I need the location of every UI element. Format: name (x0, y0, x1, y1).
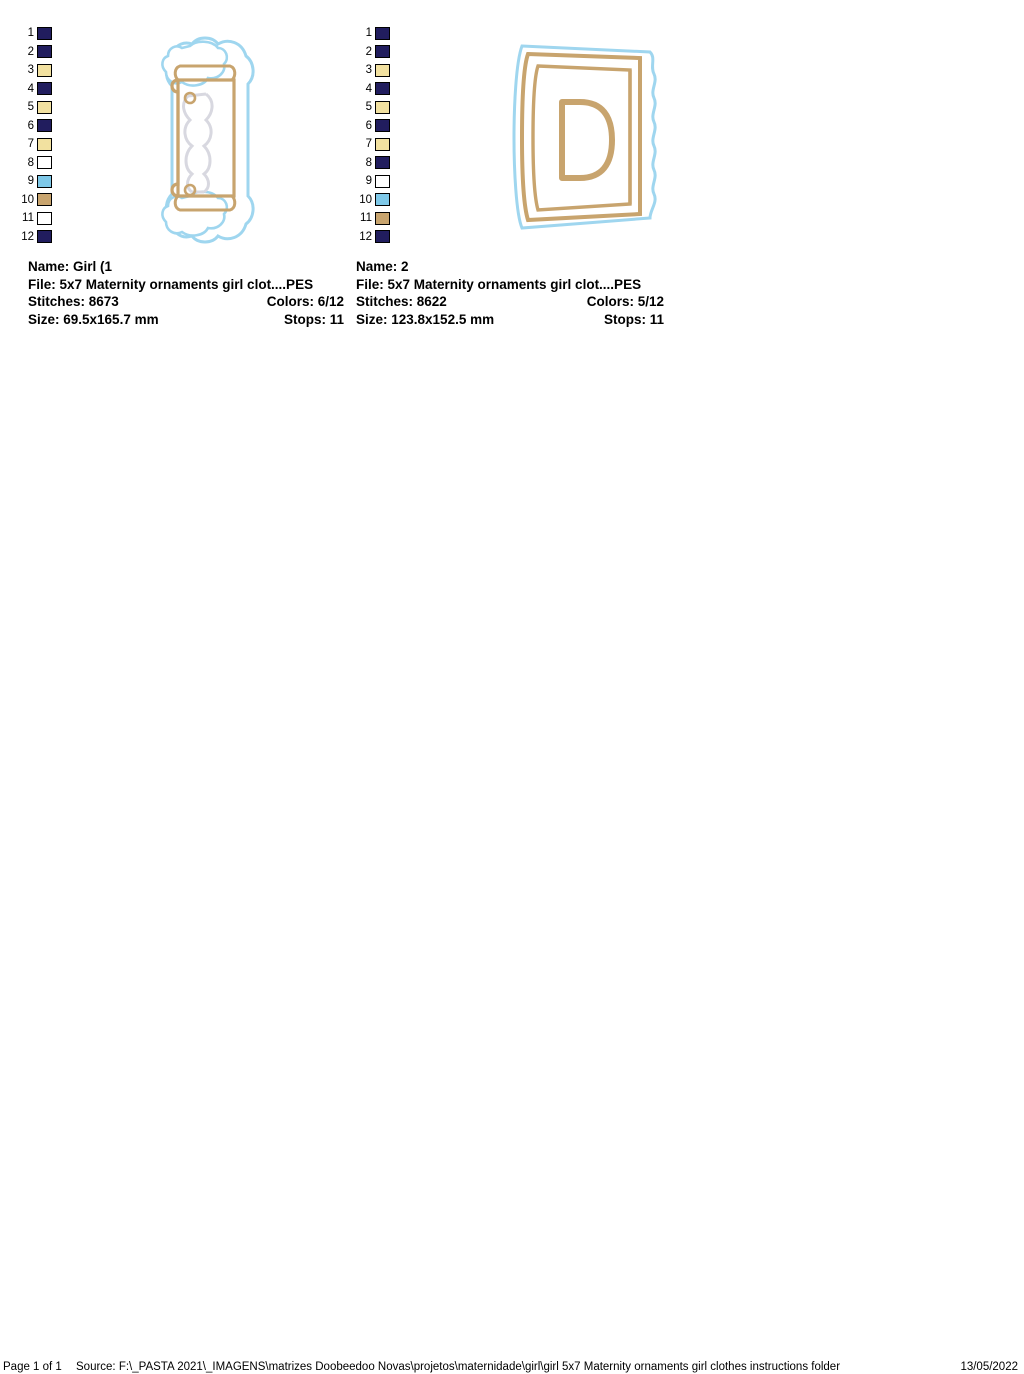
palette-row (352, 191, 404, 210)
color-swatch (375, 27, 390, 40)
design-size: Size: 123.8x152.5 mm (356, 311, 495, 327)
palette-row (14, 228, 66, 247)
print-date: 13/05/2022 (960, 1361, 1018, 1373)
palette-row (14, 209, 66, 228)
palette-row (352, 154, 404, 173)
color-swatch (375, 193, 390, 206)
palette-row (14, 172, 66, 191)
design-info-1 (28, 258, 358, 328)
palette-row (14, 135, 66, 154)
palette-index: 8 (27, 156, 34, 169)
design-stitches: Stitches: 8673 (28, 294, 119, 309)
palette-row (352, 209, 404, 228)
palette-index: 1 (365, 27, 372, 40)
palette-index: 9 (27, 175, 34, 188)
palette-index: 4 (27, 82, 34, 95)
palette-row (352, 24, 404, 43)
embroidery-preview-1 (66, 18, 352, 254)
palette-index: 10 (21, 193, 34, 206)
color-swatch (37, 156, 52, 169)
palette-row (14, 98, 66, 117)
color-swatch (37, 138, 52, 151)
palette-row (14, 24, 66, 43)
palette-index: 1 (27, 27, 34, 40)
girl-dress-artwork (514, 46, 655, 228)
palette-row (352, 228, 404, 247)
palette-index: 6 (27, 119, 34, 132)
color-swatch (37, 175, 52, 188)
design-stitches: Stitches: 8622 (356, 294, 447, 309)
design-name-line (356, 258, 686, 276)
embroidery-preview-2 (404, 18, 690, 254)
source-path: Source: F:\_PASTA 2021\_IMAGENS\matrizes Doobeedoo Novas\projetos\maternidade\girl\girl 5x7 Maternity ornaments girl clothes instructions folder (76, 1361, 841, 1373)
design-name: Name: Girl (1 (28, 259, 113, 274)
palette-index: 12 (21, 230, 34, 243)
design-name: Name: 2 (356, 259, 409, 274)
page-number: Page 1 of 1 (3, 1361, 62, 1373)
design-file-line (356, 276, 686, 294)
palette-index: 7 (365, 138, 372, 151)
palette-row (14, 154, 66, 173)
color-swatch (375, 82, 390, 95)
palette-row (352, 43, 404, 62)
color-swatch (37, 64, 52, 77)
girl-romper-artwork (162, 38, 253, 242)
design-file: File: 5x7 Maternity ornaments girl clot....PES (28, 276, 314, 292)
color-swatch (375, 64, 390, 77)
color-palette-2 (352, 24, 404, 246)
color-swatch (37, 82, 52, 95)
palette-index: 5 (365, 101, 372, 114)
design-size-line (28, 311, 358, 329)
palette-index: 6 (365, 119, 372, 132)
color-palette-1 (14, 24, 66, 246)
palette-row (14, 80, 66, 99)
color-swatch (375, 212, 390, 225)
design-stops: Stops: 11 (603, 311, 664, 327)
palette-index: 5 (27, 101, 34, 114)
color-swatch (375, 156, 390, 169)
palette-row (14, 61, 66, 80)
color-swatch (375, 101, 390, 114)
palette-index: 8 (365, 156, 372, 169)
color-swatch (37, 27, 52, 40)
palette-index: 7 (27, 138, 34, 151)
palette-index: 11 (22, 212, 34, 225)
palette-index: 3 (27, 64, 34, 77)
palette-index: 2 (27, 45, 34, 58)
design-info-2 (356, 258, 686, 328)
palette-row (352, 80, 404, 99)
design-name-line (28, 258, 358, 276)
color-swatch (375, 230, 390, 243)
palette-row (14, 117, 66, 136)
color-swatch (375, 45, 390, 58)
color-swatch (37, 212, 52, 225)
design-colors: Colors: 6/12 (266, 294, 344, 309)
palette-row (352, 135, 404, 154)
design-file-line (28, 276, 358, 294)
palette-row (352, 172, 404, 191)
color-swatch (375, 138, 390, 151)
palette-index: 3 (365, 64, 372, 77)
palette-index: 4 (365, 82, 372, 95)
palette-row (14, 191, 66, 210)
palette-row (352, 117, 404, 136)
palette-index: 9 (365, 175, 372, 188)
color-swatch (37, 193, 52, 206)
color-swatch (37, 230, 52, 243)
color-swatch (375, 119, 390, 132)
design-size-line (356, 311, 686, 329)
palette-index: 11 (360, 212, 372, 225)
design-size: Size: 69.5x165.7 mm (28, 311, 159, 327)
design-file: File: 5x7 Maternity ornaments girl clot....PES (356, 276, 642, 292)
design-stitches-line (28, 293, 358, 311)
palette-row (352, 61, 404, 80)
palette-row (352, 98, 404, 117)
palette-index: 2 (365, 45, 372, 58)
design-stops: Stops: 11 (283, 311, 344, 327)
palette-index: 12 (359, 230, 372, 243)
design-stitches-line (356, 293, 686, 311)
color-swatch (37, 101, 52, 114)
palette-row (14, 43, 66, 62)
color-swatch (37, 119, 52, 132)
design-colors: Colors: 5/12 (586, 294, 664, 309)
palette-index: 10 (359, 193, 372, 206)
color-swatch (37, 45, 52, 58)
color-swatch (375, 175, 390, 188)
